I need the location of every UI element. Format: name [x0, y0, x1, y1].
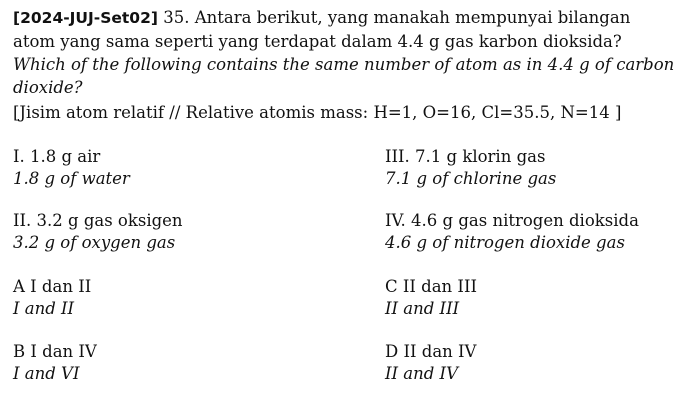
option-a-english[interactable]: I and II — [13, 299, 75, 318]
option-b-english[interactable]: I and VI — [13, 364, 80, 383]
option-c-malay[interactable]: C II dan III — [385, 277, 477, 296]
question-english-line1: Which of the following contains the same number of atom as in 4.4 g of carbon — [13, 55, 675, 74]
option-d-malay[interactable]: D II dan IV — [385, 342, 477, 361]
statement-2-malay: II. 3.2 g gas oksigen — [13, 211, 183, 230]
question-english-line2: dioxide? — [13, 78, 83, 97]
statement-4-malay: IV. 4.6 g gas nitrogen dioksida — [385, 211, 639, 230]
statement-1-malay: I. 1.8 g air — [13, 147, 101, 166]
question-number: 35. — [163, 8, 190, 27]
question-header — [13, 8, 630, 28]
statement-3-english: 7.1 g of chlorine gas — [385, 169, 557, 188]
option-a-malay[interactable]: A I dan II — [13, 277, 92, 296]
question-malay-line2: atom yang sama seperti yang terdapat dalam 4.4 g gas karbon dioksida? — [13, 32, 622, 51]
question-tag: [2024-JUJ-Set02] — [13, 9, 158, 27]
relative-atomic-mass: [Jisim atom relatif // Relative atomis mass: H=1, O=16, Cl=35.5, N=14 ] — [13, 103, 622, 122]
option-b-malay[interactable]: B I dan IV — [13, 342, 97, 361]
statement-1-english: 1.8 g of water — [13, 169, 130, 188]
option-c-english[interactable]: II and III — [385, 299, 460, 318]
statement-4-english: 4.6 g of nitrogen dioxide gas — [385, 233, 625, 252]
statement-2-english: 3.2 g of oxygen gas — [13, 233, 176, 252]
question-malay-line1: Antara berikut, yang manakah mempunyai bilangan — [194, 8, 631, 27]
statement-3-malay: III. 7.1 g klorin gas — [385, 147, 546, 166]
option-d-english[interactable]: II and IV — [385, 364, 458, 383]
